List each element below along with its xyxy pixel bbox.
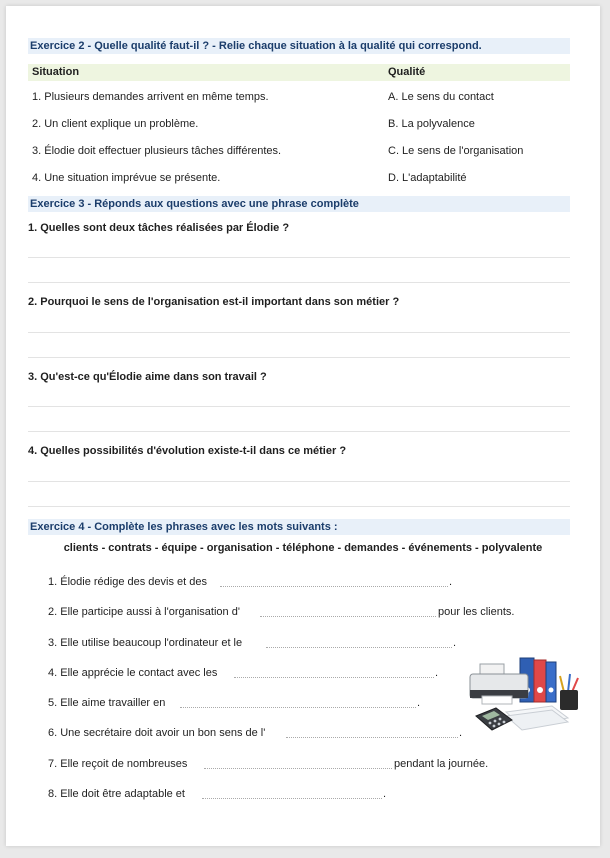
sentence-1: 1. Élodie rédige des devis et des <box>48 576 207 588</box>
sentence-1-end: . <box>449 576 453 588</box>
question-2: 2. Pourquoi le sens de l'organisation est-il important dans son métier ? <box>28 296 400 308</box>
sentence-7-end: pendant la journée. <box>394 758 489 770</box>
sentence-4: 4. Elle apprécie le contact avec les <box>48 667 218 679</box>
qualite-b: B. La polyvalence <box>388 118 475 130</box>
answer-line[interactable] <box>28 282 570 283</box>
sentence-7: 7. Elle reçoit de nombreuses <box>48 758 188 770</box>
sentence-2-end: pour les clients. <box>438 606 515 618</box>
blank-5[interactable] <box>180 707 416 708</box>
blank-1[interactable] <box>220 586 448 587</box>
sentence-3-end: . <box>453 637 457 649</box>
sentence-5-end: . <box>417 697 421 709</box>
answer-line[interactable] <box>28 332 570 333</box>
paper-stack-icon <box>506 706 568 730</box>
column-qualite: Qualité <box>388 66 426 78</box>
sentence-6-end: . <box>459 727 463 739</box>
matching-table-header <box>28 64 570 81</box>
question-1: 1. Quelles sont deux tâches réalisées par Élodie ? <box>28 222 290 234</box>
qualite-c: C. Le sens de l'organisation <box>388 145 524 157</box>
situation-3: 3. Élodie doit effectuer plusieurs tâches différentes. <box>32 145 282 157</box>
answer-line[interactable] <box>28 257 570 258</box>
sentence-6: 6. Une secrétaire doit avoir un bon sens de l' <box>48 727 266 739</box>
column-situation: Situation <box>32 66 80 78</box>
answer-line[interactable] <box>28 481 570 482</box>
qualite-a: A. Le sens du contact <box>388 91 494 103</box>
answer-line[interactable] <box>28 506 570 507</box>
sentence-4-end: . <box>435 667 439 679</box>
blank-4[interactable] <box>234 677 434 678</box>
situation-1: 1. Plusieurs demandes arrivent en même temps. <box>32 91 269 103</box>
blank-8[interactable] <box>202 798 382 799</box>
calculator-icon <box>476 708 512 730</box>
answer-line[interactable] <box>28 431 570 432</box>
office-supplies-illustration <box>466 646 584 738</box>
question-4: 4. Quelles possibilités d'évolution existe-t-il dans ce métier ? <box>28 445 347 457</box>
sentence-8-end: . <box>383 788 387 800</box>
printer-icon <box>470 664 528 704</box>
sentence-2: 2. Elle participe aussi à l'organisation d' <box>48 606 240 618</box>
sentence-5: 5. Elle aime travailler en <box>48 697 166 709</box>
situation-4: 4. Une situation imprévue se présente. <box>32 172 221 184</box>
situation-2: 2. Un client explique un problème. <box>32 118 199 130</box>
blank-7[interactable] <box>204 768 392 769</box>
worksheet-page <box>6 6 600 846</box>
exercise-4-title: Exercice 4 - Complète les phrases avec les mots suivants : <box>28 519 570 535</box>
pen-holder-icon <box>560 674 578 710</box>
sentence-3: 3. Elle utilise beaucoup l'ordinateur et le <box>48 637 243 649</box>
question-3: 3. Qu'est-ce qu'Élodie aime dans son travail ? <box>28 371 267 383</box>
answer-line[interactable] <box>28 406 570 407</box>
qualite-d: D. L'adaptabilité <box>388 172 467 184</box>
exercise-3-title: Exercice 3 - Réponds aux questions avec une phrase complète <box>28 196 570 212</box>
answer-line[interactable] <box>28 357 570 358</box>
blank-6[interactable] <box>286 737 458 738</box>
word-bank: clients - contrats - équipe - organisation - téléphone - demandes - événements - polyvalente <box>63 542 543 554</box>
blank-2[interactable] <box>260 616 436 617</box>
blank-3[interactable] <box>266 647 452 648</box>
exercise-2-title: Exercice 2 - Quelle qualité faut-il ? - Relie chaque situation à la qualité qui correspond. <box>28 38 570 54</box>
sentence-8: 8. Elle doit être adaptable et <box>48 788 185 800</box>
